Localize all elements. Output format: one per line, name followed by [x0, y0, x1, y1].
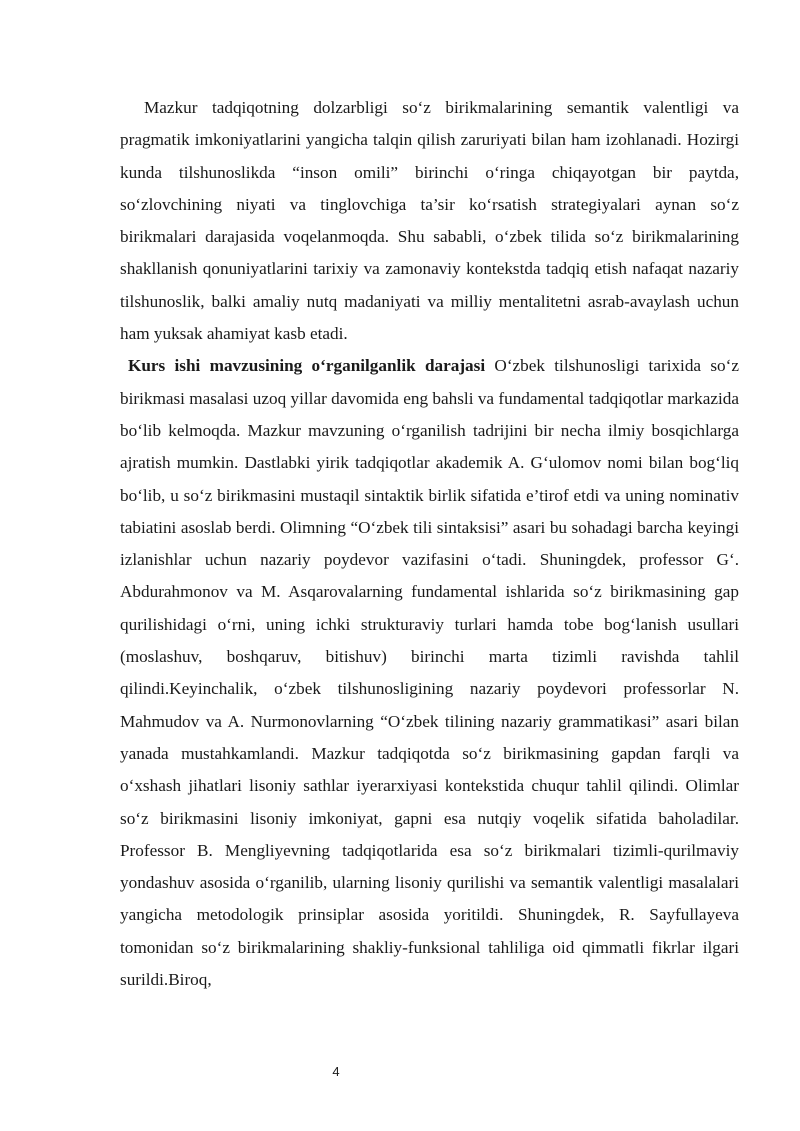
page-number: 4 [332, 1064, 340, 1079]
paragraph-study-level-body: O‘zbek tilshunosligi tarixida so‘z birikmasi masalasi uzoq yillar davomida eng bahsli va fundamental tadqiqotlar markazida bo‘lib kelmoqda. Mazkur mavzuning o‘rganilish tadrijini bir necha ilmiy bosqichlarga ajratish mumkin. Dastlabki yirik tadqiqotlar akademik A. G‘ulomov nomi bilan bog‘liq bo‘lib, u so‘z birikmasini mustaqil sintaktik birlik sifatida e’tirof etdi va uning nominativ tabiatini asoslab berdi. Olimning “O‘zbek tili sintaksisi” asari bu sohadagi barcha keyingi izlanishlar uchun nazariy poydevor vazifasini o‘tadi. Shuningdek, professor G‘. Abdurahmonov va M. Asqarovalarning fundamental ishlarida so‘z birikmasining gap qurilishidagi o‘rni, uning ichki strukturaviy turlari hamda tobe bog‘lanish usullari (moslashuv, boshqaruv, bitishuv) birinchi marta tizimli ravishda tahlil qilindi.Keyinchalik, o‘zbek tilshunosligining nazariy poydevori professorlar N. Mahmudov va A. Nurmonovlarning “O‘zbek tilining nazariy grammatikasi” asari bilan yanada mustahkamlandi. Mazkur tadqiqotda so‘z birikmasining gapdan farqli va o‘xshash jihatlari lisoniy sathlar iyerarxiyasi kontekstida chuqur tahlil qilindi. Olimlar so‘z birikmasini lisoniy imkoniyat, gapni esa nutqiy voqelik sifatida baholadilar. Professor B. Mengliyevning tadqiqotlarida esa so‘z birikmalari tizimli-qurilmaviy yondashuv asosida o‘rganilib, ularning lisoniy qurilishi va semantik valentligi masalalari yangicha metodologik prinsiplar asosida yoritildi. Shuningdek, R. Sayfullayeva tomonidan so‘z birikmalarining shakliy-funksional tahliliga oid qimmatli fikrlar ilgari surildi.Biroq, [120, 356, 739, 990]
document-page [120, 92, 739, 996]
paragraph-relevance: Mazkur tadqiqotning dolzarbligi so‘z birikmalarining semantik valentligi va pragmatik imkoniyatlarini yangicha talqin qilish zaruriyati bilan ham izohlanadi. Hozirgi kunda tilshunoslikda “inson omili” birinchi o‘ringa chiqayotgan bir paytda, so‘zlovchining niyati va tinglovchiga ta’sir ko‘rsatish strategiyalari aynan so‘z birikmalari darajasida voqelanmoqda. Shu sababli, o‘zbek tilida so‘z birikmalarining shakllanish qonuniyatlarini tarixiy va zamonaviy kontekstda tadqiq etish nafaqat nazariy tilshunoslik, balki amaliy nutq madaniyati va milliy mentalitetni asrab-avaylash uchun ham yuksak ahamiyat kasb etadi. [120, 98, 739, 344]
paragraph-study-level [120, 350, 739, 996]
section-heading-study-level: Kurs ishi mavzusining o‘rganilganlik darajasi [128, 356, 486, 376]
